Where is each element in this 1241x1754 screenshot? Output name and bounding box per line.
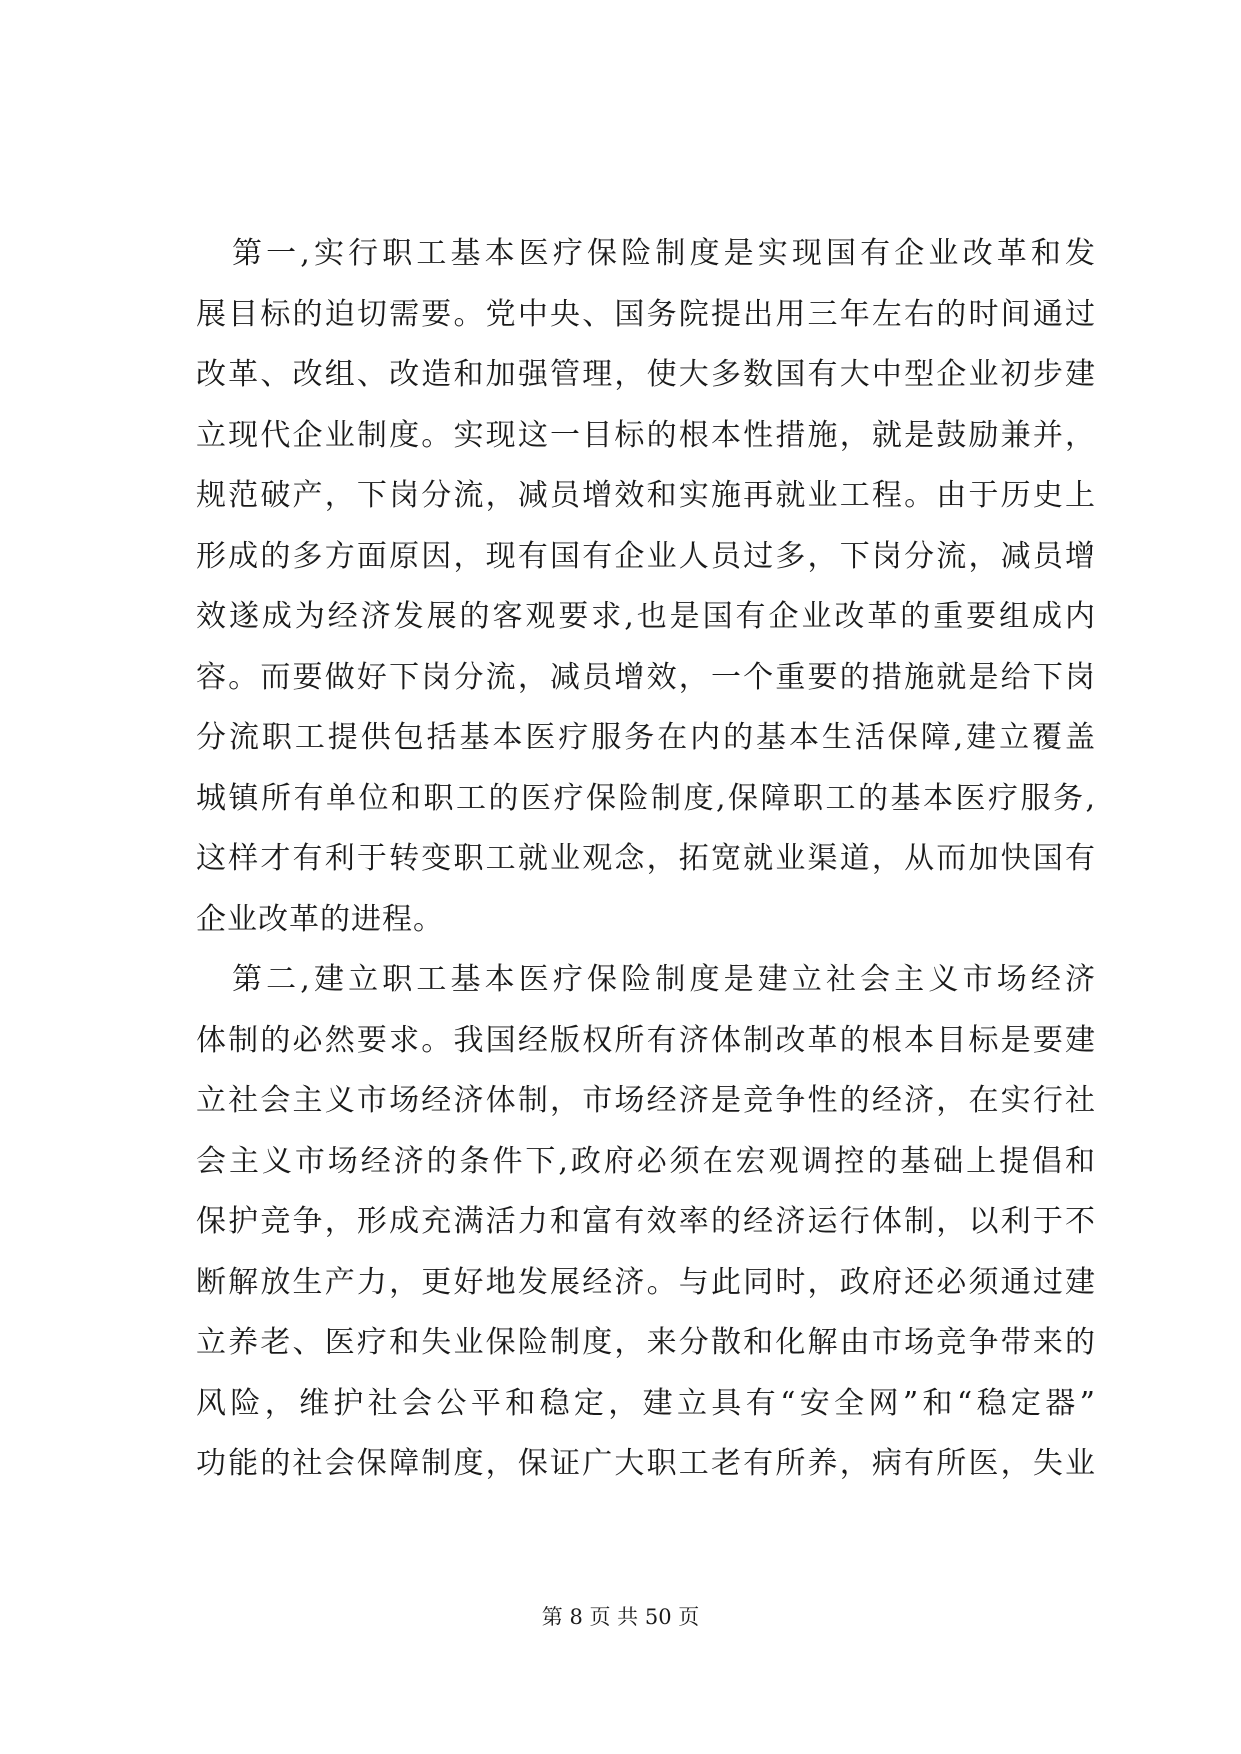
body-text [196, 224, 1096, 1495]
text-line: 容。而要做好下岗分流，减员增效，一个重要的措施就是给下岗 [196, 659, 1096, 695]
text-line: 这样才有利于转变职工就业观念，拓宽就业渠道，从而加快国有 [196, 841, 1096, 876]
text-line: 企业改革的进程。 [196, 901, 444, 937]
text-line: 第一,实行职工基本医疗保险制度是实现国有企业改革和发 [232, 236, 1096, 271]
page-footer: 第 8 页 共 50 页 [541, 1605, 700, 1629]
text-line: 会主义市场经济的条件下,政府必须在宏观调控的基础上提倡和 [196, 1143, 1096, 1179]
text-line: 城镇所有单位和职工的医疗保险制度,保障职工的基本医疗服务, [196, 780, 1096, 816]
text-line: 保护竞争，形成充满活力和富有效率的经济运行体制，以利于不 [196, 1204, 1096, 1239]
text-line: 规范破产，下岗分流，减员增效和实施再就业工程。由于历史上 [196, 478, 1096, 513]
text-line: 第二,建立职工基本医疗保险制度是建立社会主义市场经济 [232, 962, 1096, 997]
text-line: 体制的必然要求。我国经版权所有济体制改革的根本目标是要建 [196, 1022, 1096, 1058]
text-line: 分流职工提供包括基本医疗服务在内的基本生活保障,建立覆盖 [196, 720, 1096, 755]
text-line: 风险，维护社会公平和稳定，建立具有“安全网”和“稳定器” [196, 1385, 1096, 1421]
text-line: 改革、改组、改造和加强管理，使大多数国有大中型企业初步建 [196, 357, 1096, 392]
text-line: 立现代企业制度。实现这一目标的根本性措施，就是鼓励兼并， [196, 417, 1096, 453]
text-line: 断解放生产力，更好地发展经济。与此同时，政府还必须通过建 [196, 1264, 1096, 1300]
text-line: 形成的多方面原因，现有国有企业人员过多，下岗分流，减员增 [196, 538, 1096, 574]
text-line: 效遂成为经济发展的客观要求,也是国有企业改革的重要组成内 [196, 599, 1096, 634]
text-line: 立养老、医疗和失业保险制度，来分散和化解由市场竞争带来的 [196, 1325, 1096, 1360]
text-line: 展目标的迫切需要。党中央、国务院提出用三年左右的时间通过 [196, 296, 1096, 332]
text-line: 功能的社会保障制度，保证广大职工老有所养，病有所医，失业 [196, 1446, 1096, 1481]
text-line: 立社会主义市场经济体制，市场经济是竞争性的经济，在实行社 [196, 1083, 1096, 1118]
